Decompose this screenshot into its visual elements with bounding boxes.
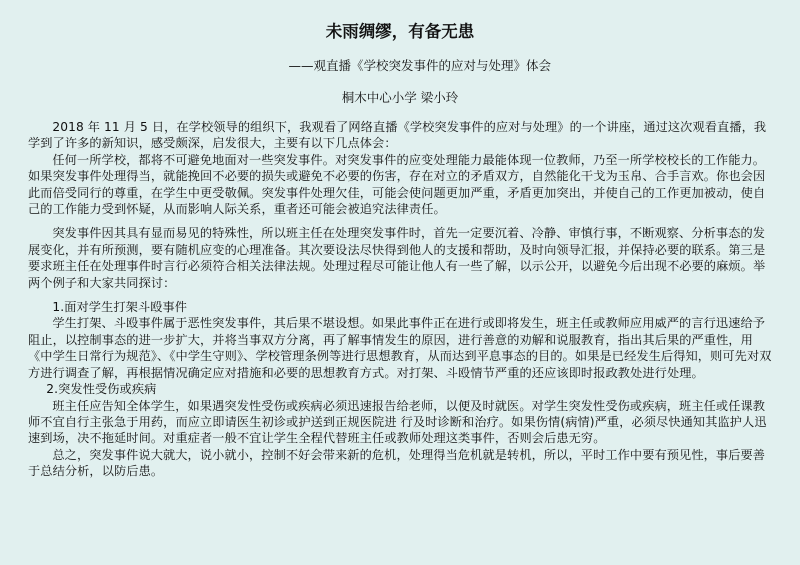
- document-subtitle: ——观直播《学校突发事件的应对与处理》体会: [288, 58, 551, 73]
- paragraph-fights: 学生打架、斗殴事件属于恶性突发事件，其后果不堪设想。如果此事件正在进行或即将发生，班主任或教师应用威严的言行迅速给予阻止，以控制事态的进一步扩大，并将当事双方分离，再了解事情发生的原因，进行善意的劝解和说服教育，指出其后果的严重性，用《中学生日常行为规范》、《中学生守则》、学校管理条例等进行思想教育，从而达到平息事态的目的。如果是已经发生后得知，则可先对双方进行调查了解，再根据情况确定应对措施和必要的思想教育方式。对打架、斗殴情节严重的还应该即时报政教处进行处理。: [28, 316, 772, 380]
- document-title: 未雨绸缪，有备无患: [325, 22, 475, 41]
- paragraph-injury: 班主任应告知全体学生，如果遇突发性受伤或疾病必须迅速报告给老师，以便及时就医。对学生突发性受伤或疾病，班主任或任课教师不宜自行主张急于用药，而应立即请医生初诊或护送到正规医院进 行及时诊断和治疗。如果伤情(病情)严重，必须尽快通知其监护人迅速到场，决不拖延时间。对重症者一般不宜让学生全程代替班主任或教师处理这类事件，否则会后患无穷。: [28, 398, 767, 446]
- paragraph-2: 突发事件因其具有显而易见的特殊性，所以班主任在处理突发事件时，首先一定要沉着、冷静、审慎行事，不断观察、分析事态的发展变化，并有所预测，要有随机应变的心理准备。其次要设法尽快得到他人的支援和帮助，及时向领导汇报，并保持必要的联系。第三是要求班主任在处理事件时言行必须符合相关法律法规。处理过程尽可能让他人有一些了解，以示公开，以避免今后出现不必要的麻烦。举两个例子和大家共同探讨：: [28, 226, 766, 290]
- paragraph-1: 任何一所学校，都将不可避免地面对一些突发事件。对突发事件的应变处理能力最能体现一位教师，乃至一所学校校长的工作能力。 如果突发事件处理得当，就能挽回不必要的损失或避免不必要的伤害，存在对立的矛盾双方，自然能化干戈为玉帛、合手言欢。你也会因此而倍受同行的尊重，在学生中更受敬佩。突发事件处理欠佳，可能会使问题更加严重，矛盾更加突出，并使自己的工作更加被动，使自己的工作能力受到怀疑，从而影响人际关系，重者还可能会被追究法律责任。: [28, 152, 766, 217]
- section-heading-fights: 1.面对学生打架斗殴事件: [52, 300, 188, 315]
- paragraph-conclusion: 总之，突发事件说大就大，说小就小，控制不好会带来新的危机，处理得当危机就是转机，所以，平时工作中要有预见性，事后要善于总结分析，以防后患。: [28, 447, 766, 479]
- document-body: [28, 119, 772, 480]
- paragraph-intro: 2018 年 11 月 5 日，在学校领导的组织下，我观看了网络直播《学校突发事件的应对与处理》的一个讲座，通过这次观看直播，我学到了许多的新知识，感受颇深，启发很大，主要有以下几点体会：: [28, 120, 767, 151]
- section-heading-injury: 2.突发性受伤或疾病: [46, 382, 157, 397]
- document-author: 桐木中心小学 梁小玲: [341, 90, 459, 105]
